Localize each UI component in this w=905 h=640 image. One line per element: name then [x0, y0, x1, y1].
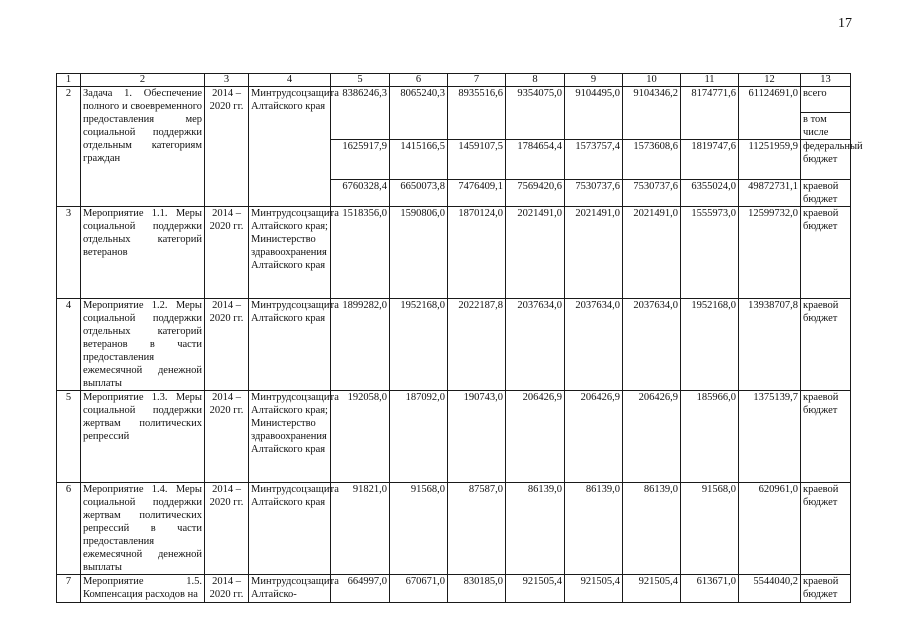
header-cell: 13	[801, 74, 851, 87]
value-cell: 921505,4	[506, 575, 565, 603]
value-cell: 664997,0	[331, 575, 390, 603]
value-cell: 7476409,1	[448, 180, 506, 207]
value-cell: 1375139,7	[739, 391, 801, 483]
item-period: 2014 – 2020 гг.	[205, 483, 249, 575]
header-row	[57, 74, 851, 87]
value-cell: 1952168,0	[681, 299, 739, 391]
value-cell: 5544040,2	[739, 575, 801, 603]
value-cell: 6650073,8	[390, 180, 448, 207]
item-name: Мероприятие 1.1. Меры социальной поддержки отдельных категорий ветеранов	[81, 207, 205, 299]
value-cell: 1573757,4	[565, 140, 623, 180]
funding-source: краевой бюджет	[801, 207, 851, 299]
value-cell: 1784654,4	[506, 140, 565, 180]
value-cell: 86139,0	[506, 483, 565, 575]
row-number: 4	[57, 299, 81, 391]
header-cell: 7	[448, 74, 506, 87]
value-cell: 9104346,2	[623, 87, 681, 140]
header-cell: 5	[331, 74, 390, 87]
header-cell: 10	[623, 74, 681, 87]
value-cell: 8174771,6	[681, 87, 739, 140]
item-executor: Минтрудсоцзащита Алтайско-	[249, 575, 331, 603]
value-cell: 192058,0	[331, 391, 390, 483]
value-cell: 1573608,6	[623, 140, 681, 180]
funding-source: краевой бюджет	[801, 299, 851, 391]
item-executor: Минтрудсоцзащита Алтайского края	[249, 87, 331, 207]
value-cell: 49872731,1	[739, 180, 801, 207]
header-cell: 9	[565, 74, 623, 87]
value-cell: 9354075,0	[506, 87, 565, 140]
header-cell: 1	[57, 74, 81, 87]
value-cell: 8065240,3	[390, 87, 448, 140]
value-cell: 187092,0	[390, 391, 448, 483]
value-cell: 1518356,0	[331, 207, 390, 299]
row-number: 6	[57, 483, 81, 575]
value-cell: 1870124,0	[448, 207, 506, 299]
value-cell: 13938707,8	[739, 299, 801, 391]
funding-source: федеральный бюджет	[801, 140, 851, 180]
value-cell: 206426,9	[506, 391, 565, 483]
value-cell: 1459107,5	[448, 140, 506, 180]
item-executor: Минтрудсоцзащита Алтайского края	[249, 483, 331, 575]
value-cell: 185966,0	[681, 391, 739, 483]
item-executor: Минтрудсоцзащита Алтайского края	[249, 299, 331, 391]
value-cell: 2021491,0	[623, 207, 681, 299]
funding-source: всего	[801, 87, 851, 113]
header-cell: 12	[739, 74, 801, 87]
value-cell: 91568,0	[390, 483, 448, 575]
row-number: 7	[57, 575, 81, 603]
item-period: 2014 – 2020 гг.	[205, 391, 249, 483]
program-table	[56, 73, 863, 603]
item-period: 2014 – 2020 гг.	[205, 575, 249, 603]
funding-source: краевой бюджет	[801, 575, 851, 603]
value-cell: 2037634,0	[506, 299, 565, 391]
header-cell: 11	[681, 74, 739, 87]
value-cell: 206426,9	[565, 391, 623, 483]
value-cell: 2037634,0	[623, 299, 681, 391]
funding-source: краевой бюджет	[801, 483, 851, 575]
value-cell: 11251959,9	[739, 140, 801, 180]
value-cell: 2022187,8	[448, 299, 506, 391]
value-cell: 87587,0	[448, 483, 506, 575]
value-cell: 1555973,0	[681, 207, 739, 299]
value-cell: 670671,0	[390, 575, 448, 603]
item-name: Мероприятие 1.4. Меры социальной поддержки жертвам политических репрессий в части предоставления ежемесячной денежной выплаты	[81, 483, 205, 575]
item-name: Мероприятие 1.3. Меры социальной поддержки жертвам политических репрессий	[81, 391, 205, 483]
item-name: Задача 1. Обеспечение полного и своевременного предоставления мер социальной поддержки отдельным категориям граждан	[81, 87, 205, 207]
value-cell: 86139,0	[565, 483, 623, 575]
funding-source: в том числе	[801, 113, 851, 140]
value-cell: 2021491,0	[565, 207, 623, 299]
value-cell: 620961,0	[739, 483, 801, 575]
value-cell: 6355024,0	[681, 180, 739, 207]
table-row	[57, 391, 851, 483]
item-executor: Минтрудсоцзащита Алтайского края; Министерство здравоохранения Алтайского края	[249, 207, 331, 299]
value-cell: 61124691,0	[739, 87, 801, 140]
page-number: 17	[838, 16, 852, 31]
funding-source: краевой бюджет	[801, 180, 851, 207]
value-cell: 6760328,4	[331, 180, 390, 207]
header-cell: 3	[205, 74, 249, 87]
value-cell: 613671,0	[681, 575, 739, 603]
value-cell: 1952168,0	[390, 299, 448, 391]
table-row	[57, 87, 851, 113]
table-row	[57, 575, 851, 603]
value-cell: 91568,0	[681, 483, 739, 575]
table-row	[57, 299, 851, 391]
value-cell: 7569420,6	[506, 180, 565, 207]
value-cell: 830185,0	[448, 575, 506, 603]
item-name: Мероприятие 1.5. Компенсация расходов на	[81, 575, 205, 603]
item-name: Мероприятие 1.2. Меры социальной поддержки отдельных категорий ветеранов в части предоставления ежемесячной денежной выплаты	[81, 299, 205, 391]
value-cell: 91821,0	[331, 483, 390, 575]
item-executor: Минтрудсоцзащита Алтайского края; Министерство здравоохранения Алтайского края	[249, 391, 331, 483]
value-cell: 7530737,6	[623, 180, 681, 207]
value-cell: 1415166,5	[390, 140, 448, 180]
value-cell: 1819747,6	[681, 140, 739, 180]
value-cell: 1899282,0	[331, 299, 390, 391]
header-cell: 4	[249, 74, 331, 87]
value-cell: 1590806,0	[390, 207, 448, 299]
value-cell: 921505,4	[623, 575, 681, 603]
item-period: 2014 – 2020 гг.	[205, 207, 249, 299]
row-number: 5	[57, 391, 81, 483]
value-cell: 2037634,0	[565, 299, 623, 391]
item-period: 2014 – 2020 гг.	[205, 299, 249, 391]
table-row	[57, 483, 851, 575]
value-cell: 921505,4	[565, 575, 623, 603]
header-cell: 2	[81, 74, 205, 87]
item-period: 2014 – 2020 гг.	[205, 87, 249, 207]
value-cell: 9104495,0	[565, 87, 623, 140]
header-cell: 8	[506, 74, 565, 87]
table-row	[57, 207, 851, 299]
value-cell: 7530737,6	[565, 180, 623, 207]
value-cell: 1625917,9	[331, 140, 390, 180]
funding-source: краевой бюджет	[801, 391, 851, 483]
value-cell: 190743,0	[448, 391, 506, 483]
value-cell: 8935516,6	[448, 87, 506, 140]
value-cell: 8386246,3	[331, 87, 390, 140]
value-cell: 206426,9	[623, 391, 681, 483]
value-cell: 86139,0	[623, 483, 681, 575]
value-cell: 12599732,0	[739, 207, 801, 299]
header-cell: 6	[390, 74, 448, 87]
row-number: 3	[57, 207, 81, 299]
value-cell: 2021491,0	[506, 207, 565, 299]
row-number: 2	[57, 87, 81, 207]
